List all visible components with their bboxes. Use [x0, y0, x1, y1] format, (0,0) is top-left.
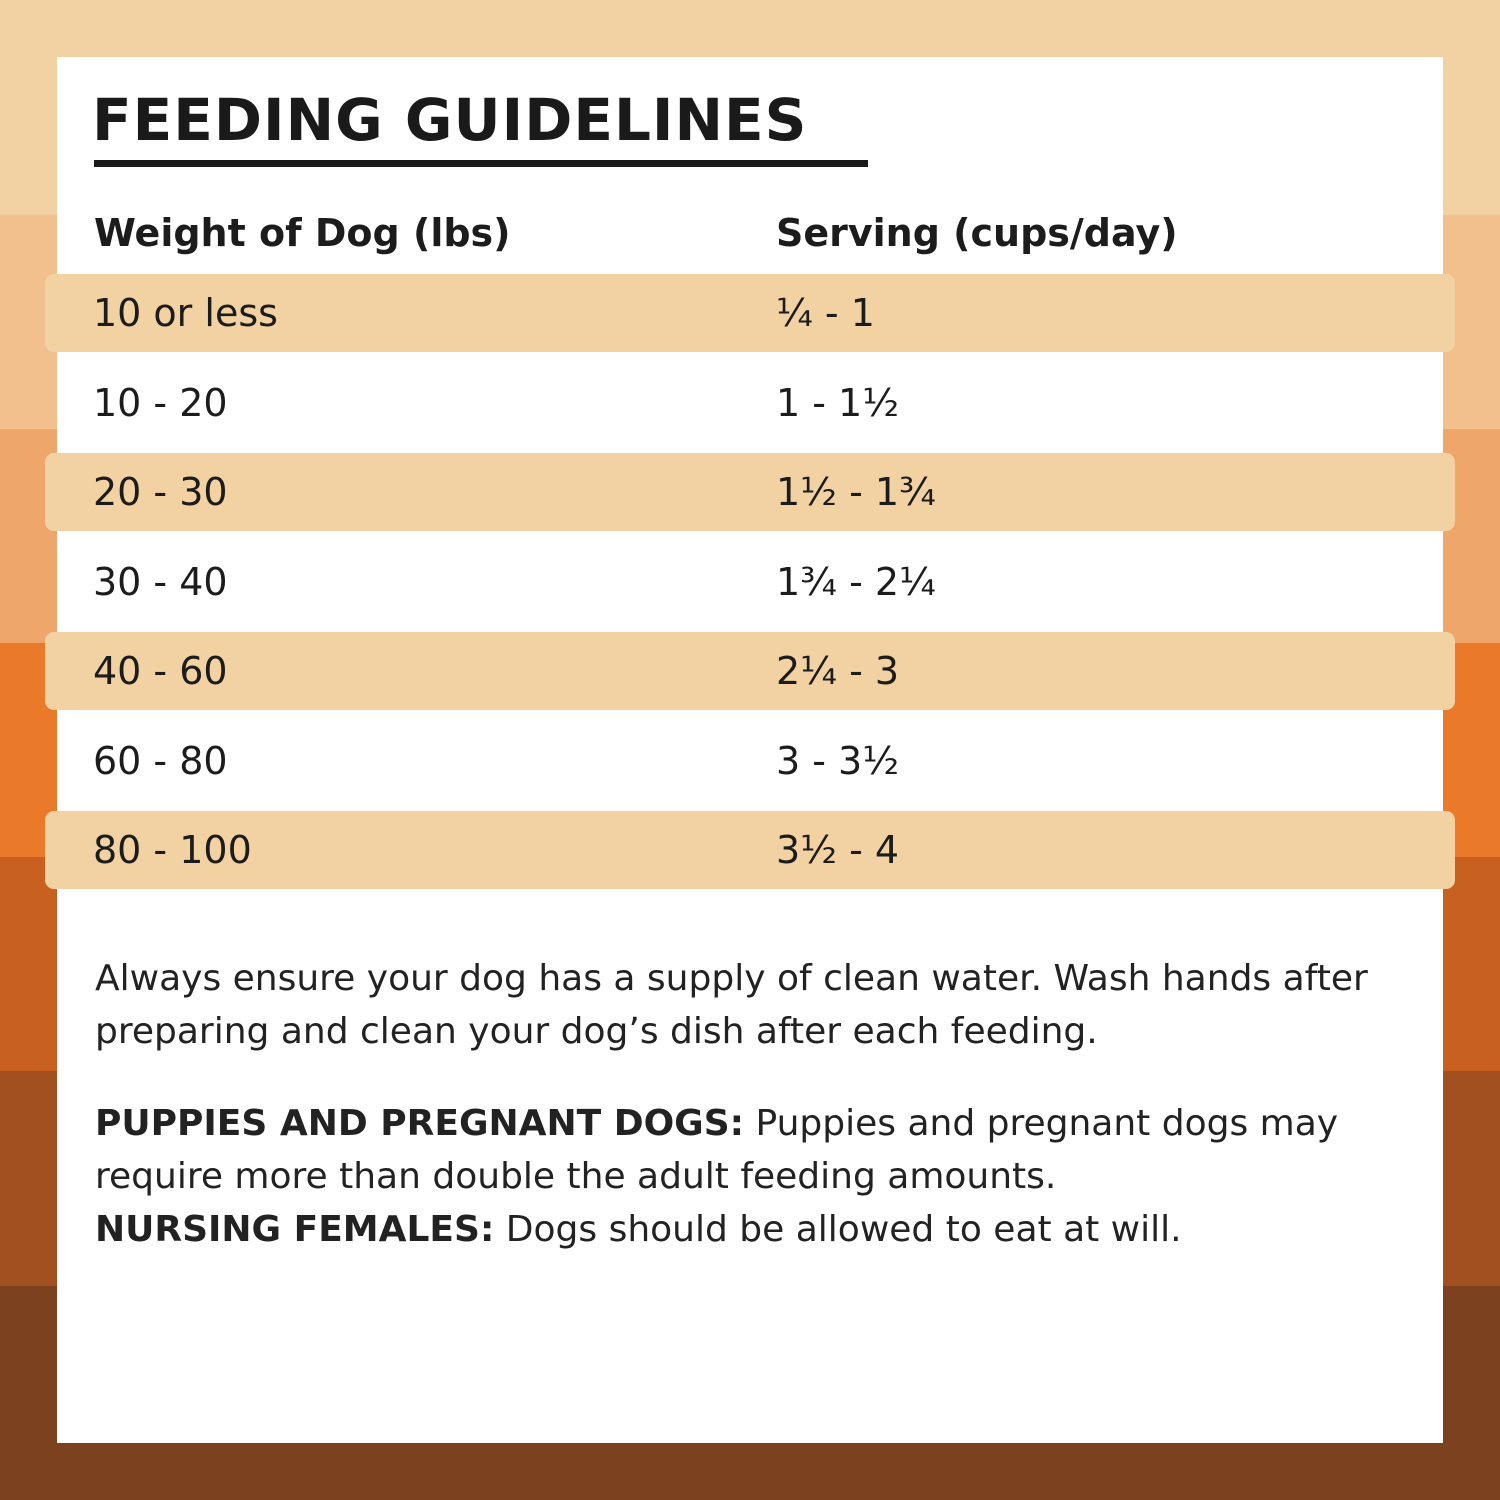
row-highlight [45, 632, 1455, 710]
serving-cell: ¼ - 1 [776, 291, 875, 335]
serving-cell: 1 - 1½ [776, 380, 900, 425]
table-row [45, 632, 1455, 722]
serving-cell: 2¼ - 3 [776, 649, 900, 693]
weight-column-header: Weight of Dog (lbs) [94, 211, 511, 255]
nursing-label: NURSING FEMALES: [95, 1209, 495, 1250]
serving-cell: 3½ - 4 [776, 828, 900, 872]
serving-cell: 1½ - 1¾ [776, 470, 936, 514]
table-row [45, 274, 1455, 364]
water-note: Always ensure your dog has a supply of clean water. Wash hands after preparing and clean your dog’s dish after each feeding. [95, 958, 1368, 1052]
serving-cell: 1¾ - 2¼ [776, 559, 936, 604]
table-row [45, 811, 1455, 901]
table-row [45, 453, 1455, 543]
table-row [45, 543, 1455, 633]
puppies-text: Puppies and pregnant dogs may require more than double the adult feeding amounts. [95, 1103, 1339, 1197]
table-row [45, 722, 1455, 812]
weight-cell: 10 - 20 [93, 380, 228, 425]
nursing-text: Dogs should be allowed to eat at will. [494, 1209, 1182, 1250]
weight-cell: 10 or less [93, 291, 278, 335]
row-highlight [45, 811, 1455, 889]
row-highlight [45, 453, 1455, 531]
page-title: FEEDING GUIDELINES [92, 86, 808, 154]
puppies-label: PUPPIES AND PREGNANT DOGS: [95, 1103, 745, 1144]
guidelines-card [57, 57, 1443, 1443]
weight-cell: 60 - 80 [93, 738, 228, 783]
weight-cell: 30 - 40 [93, 559, 228, 604]
serving-cell: 3 - 3½ [776, 738, 900, 783]
weight-cell: 40 - 60 [93, 649, 228, 693]
table-row [45, 364, 1455, 454]
feeding-table [45, 274, 1455, 901]
serving-column-header: Serving (cups/day) [776, 211, 1178, 255]
weight-cell: 20 - 30 [93, 470, 228, 514]
special-cases-note [95, 1097, 1415, 1256]
weight-cell: 80 - 100 [93, 828, 252, 872]
title-underline [94, 160, 868, 167]
